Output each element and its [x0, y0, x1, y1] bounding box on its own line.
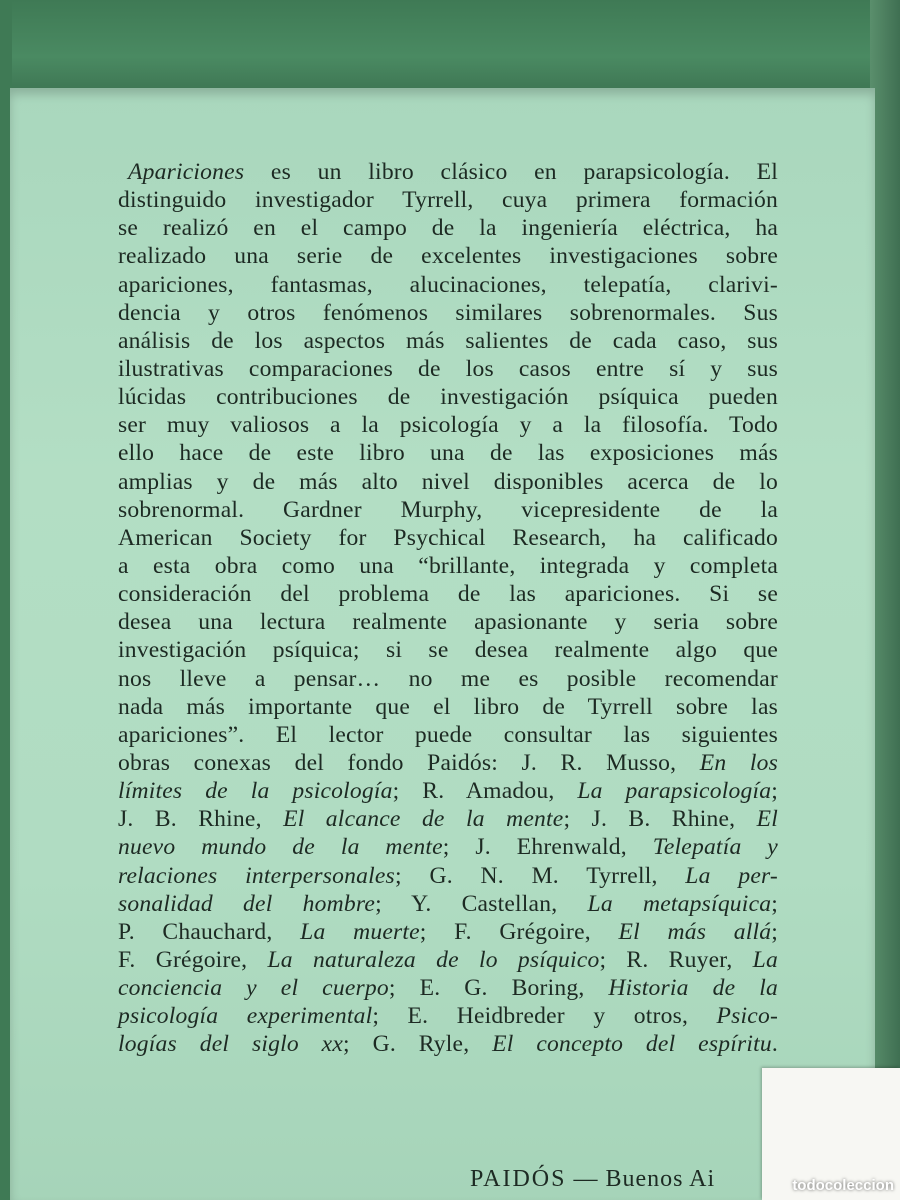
- book-title-text: La: [752, 946, 778, 973]
- book-title-text: El: [756, 806, 779, 833]
- blurb-line: [118, 665, 778, 693]
- blurb-text: ;: [771, 918, 778, 945]
- book-title-text: La naturaleza de lo psíquico: [267, 946, 600, 973]
- blurb-text: amplias y de más alto nivel disponibles acerca de lo: [118, 468, 778, 495]
- book-title-text: La per-: [685, 862, 778, 889]
- blurb-text: J. B. Rhine,: [118, 806, 284, 833]
- blurb-text: sobrenormal. Gardner Murphy, vicepresidente de la: [118, 496, 778, 523]
- blurb-line: [118, 805, 778, 833]
- book-title-text: psicología experimental: [118, 1003, 373, 1030]
- blurb-text: análisis de los aspectos más salientes de cada caso, sus: [118, 327, 778, 354]
- book-title-text: El concepto del espíritu: [492, 1031, 772, 1058]
- site-watermark: todocoleccion: [792, 1177, 894, 1194]
- book-title-text: En los: [699, 749, 779, 776]
- publisher-name: PAIDÓS: [470, 1166, 567, 1192]
- blurb-text: ; J. B. Rhine,: [563, 806, 757, 833]
- blurb-text: obras conexas del fondo Paidós: J. R. Musso,: [118, 749, 700, 776]
- blurb-text: ; E. G. Boring,: [388, 975, 609, 1002]
- blurb-text: ; R. Amadou,: [392, 778, 578, 805]
- blurb-line: [118, 186, 778, 214]
- blurb-text: American Society for Psychical Research, ha calificado: [118, 524, 778, 551]
- footer-dash: —: [573, 1166, 599, 1192]
- blurb-text: ello hace de este libro una de las exposiciones más: [118, 440, 778, 467]
- blurb-line: [118, 383, 778, 411]
- blurb-line: [118, 918, 778, 946]
- blurb-text: ; R. Ruyer,: [599, 946, 753, 973]
- blurb-line: [118, 158, 778, 186]
- book-title-text: El más allá: [618, 918, 772, 945]
- blurb-line: [118, 974, 778, 1002]
- blurb-line: [118, 862, 778, 890]
- blurb-line: [118, 271, 778, 299]
- blurb-text: investigación psíquica; si se desea realmente algo que: [118, 637, 778, 664]
- blurb-line: [118, 468, 778, 496]
- blurb-text: ; E. Heidbreder y otros,: [372, 1003, 717, 1030]
- blurb-text: nos lleve a pensar… no me es posible recomendar: [118, 665, 778, 692]
- publisher-city: Buenos Ai: [605, 1166, 716, 1192]
- book-cover-top-edge: [0, 0, 900, 95]
- blurb-line: [118, 946, 778, 974]
- blurb-line: [118, 721, 778, 749]
- blurb-text: apariciones, fantasmas, alucinaciones, telepatía, clarivi-: [118, 271, 778, 298]
- blurb-text: ; F. Grégoire,: [419, 918, 619, 945]
- blurb-line: [118, 580, 778, 608]
- blurb-text: ; J. Ehrenwald,: [442, 834, 653, 861]
- blurb-line: [118, 890, 778, 918]
- blurb-line: [118, 496, 778, 524]
- book-title-text: nuevo mundo de la mente: [118, 834, 443, 861]
- blurb-line: [118, 608, 778, 636]
- blurb-line: [118, 524, 778, 552]
- book-title-text: conciencia y el cuerpo: [118, 975, 389, 1002]
- blurb-line: [118, 749, 778, 777]
- blurb-text: distinguido investigador Tyrrell, cuya primera formación: [118, 187, 778, 214]
- blurb-line: [118, 299, 778, 327]
- blurb-line: [118, 214, 778, 242]
- blurb-text: P. Chauchard,: [118, 918, 301, 945]
- blurb-text: a esta obra como una “brillante, integrada y completa: [118, 552, 778, 579]
- blurb-text: se realizó en el campo de la ingeniería eléctrica, ha: [118, 215, 778, 242]
- book-title-text: El alcance de la mente: [283, 806, 564, 833]
- blurb-text: realizado una serie de excelentes investigaciones sobre: [118, 243, 778, 270]
- blurb-text: F. Grégoire,: [118, 946, 268, 973]
- book-title-text: logías del siglo xx: [118, 1031, 344, 1058]
- book-title-text: La parapsicología: [577, 778, 772, 805]
- blurb-text: ; G. N. M. Tyrrell,: [394, 862, 686, 889]
- book-title-text: relaciones interpersonales: [118, 862, 395, 889]
- blurb-line: [118, 242, 778, 270]
- publisher-footer: [470, 1166, 715, 1193]
- blurb-text: ;: [771, 778, 778, 805]
- blurb-line: [118, 777, 778, 805]
- blurb-line: [118, 636, 778, 664]
- blurb-line: [118, 439, 778, 467]
- blurb-text: es un libro clásico en parapsicología. El: [244, 159, 778, 185]
- book-title-text: límites de la psicología: [118, 778, 393, 805]
- blurb-line: [118, 1002, 778, 1030]
- blurb-text: consideración del problema de las apariciones. Si se: [118, 581, 778, 608]
- book-title-text: sonalidad del hombre: [118, 890, 376, 917]
- blurb-text: ; G. Ryle,: [343, 1031, 493, 1058]
- blurb-text: ;: [771, 890, 778, 917]
- blurb-line: [118, 327, 778, 355]
- blurb-line: [118, 833, 778, 861]
- blurb-line: [118, 552, 778, 580]
- blurb-text: apariciones”. El lector puede consultar las siguientes: [118, 721, 778, 748]
- book-title-text: Telepatía y: [652, 834, 778, 861]
- blurb-line: [118, 1030, 778, 1058]
- book-title-text: Historia de la: [608, 975, 778, 1002]
- book-title-text: Psico-: [716, 1003, 779, 1030]
- blurb-line: [118, 355, 778, 383]
- blurb-line: [118, 411, 778, 439]
- blurb-text: desea una lectura realmente apasionante y seria sobre: [118, 609, 778, 636]
- blurb-text: .: [771, 1031, 778, 1058]
- blurb-text: dencia y otros fenómenos similares sobrenormales. Sus: [118, 299, 778, 326]
- blurb-text: ser muy valiosos a la psicología y a la filosofía. Todo: [118, 412, 778, 439]
- back-cover-blurb: [118, 158, 778, 1059]
- book-title-text: La muerte: [300, 918, 420, 945]
- book-title-text: Apariciones: [128, 159, 245, 185]
- blurb-text: lúcidas contribuciones de investigación psíquica pueden: [118, 384, 778, 411]
- blurb-text: ilustrativas comparaciones de los casos entre sí y sus: [118, 355, 778, 382]
- blurb-line: [118, 693, 778, 721]
- blurb-text: ; Y. Castellan,: [375, 890, 588, 917]
- book-title-text: La metapsíquica: [587, 890, 772, 917]
- blurb-text: nada más importante que el libro de Tyrrell sobre las: [118, 693, 778, 720]
